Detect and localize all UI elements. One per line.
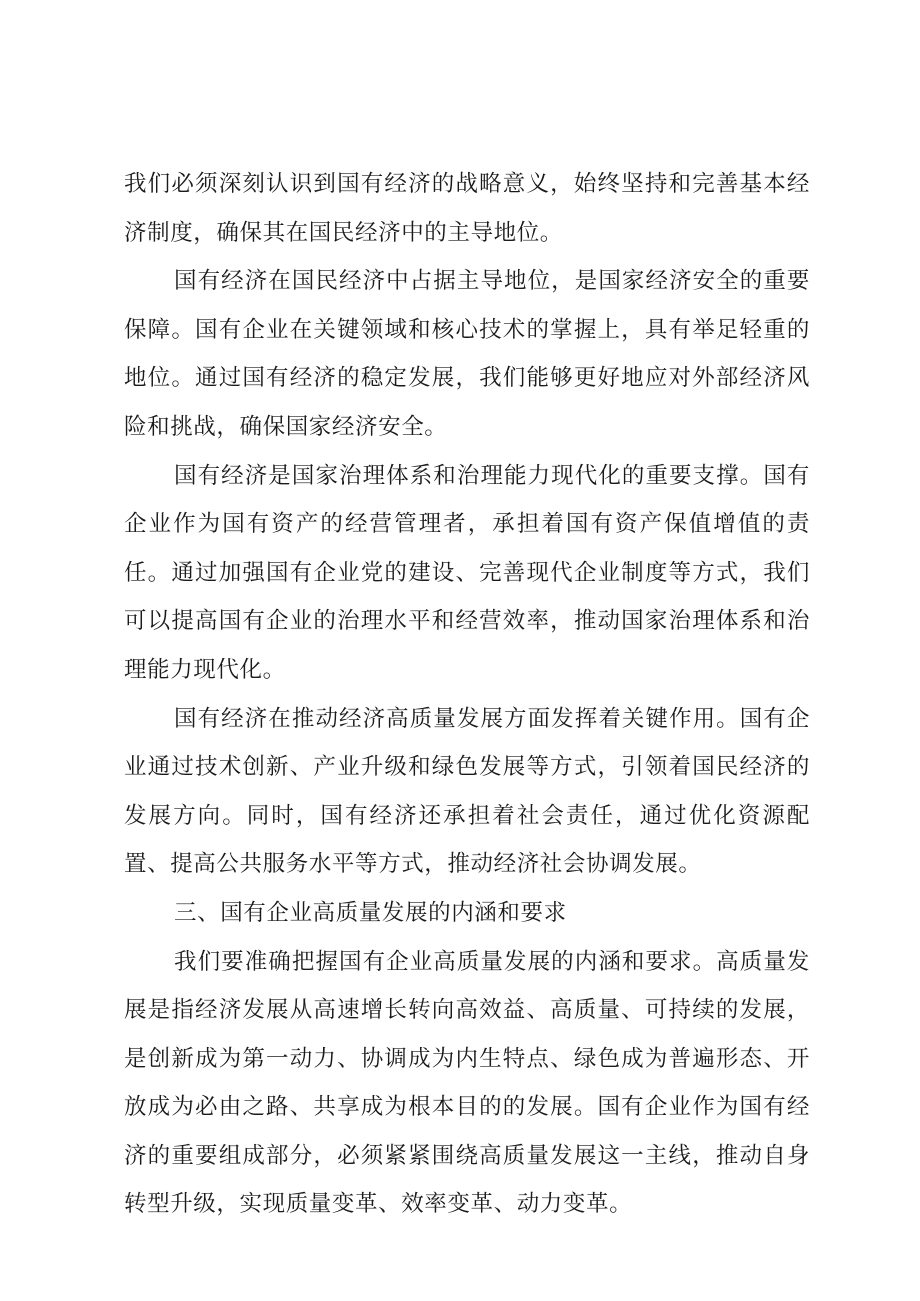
paragraph-governance-support: 国有经济是国家治理体系和治理能力现代化的重要支撑。国有企业作为国有资产的经营管理者，承担着国有资产保值增值的责任。通过加强国有企业党的建设、完善现代企业制度等方式，我们可以提高国有企业的治理水平和经营效率，推动国家治理体系和治理能力现代化。 [124,462,810,683]
document-body [124,160,810,1229]
paragraph-strategic-significance: 我们必须深刻认识到国有经济的战略意义，始终坚持和完善基本经济制度，确保其在国民经济中的主导地位。 [124,171,810,246]
paragraph-high-quality-role: 国有经济在推动经济高质量发展方面发挥着关键作用。国有企业通过技术创新、产业升级和绿色发展等方式，引领着国民经济的发展方向。同时，国有经济还承担着社会责任，通过优化资源配置、提高公共服务水平等方式，推动经济社会协调发展。 [124,705,810,878]
paragraph-economic-security: 国有经济在国民经济中占据主导地位，是国家经济安全的重要保障。国有企业在关键领域和核心技术的掌握上，具有举足轻重的地位。通过国有经济的稳定发展，我们能够更好地应对外部经济风险和挑战，确保国家经济安全。 [124,268,810,440]
section-heading-3: 三、国有企业高质量发展的内涵和要求 [174,899,567,926]
paragraph-connotation-requirements: 我们要准确把握国有企业高质量发展的内涵和要求。高质量发展是指经济发展从高速增长转向高效益、高质量、可持续的发展，是创新成为第一动力、协调成为内生特点、绿色成为普遍形态、开放成为必由之路、共享成为根本目的的发展。国有企业作为国有经济的重要组成部分，必须紧紧围绕高质量发展这一主线，推动自身转型升级，实现质量变革、效率变革、动力变革。 [124,948,810,1218]
